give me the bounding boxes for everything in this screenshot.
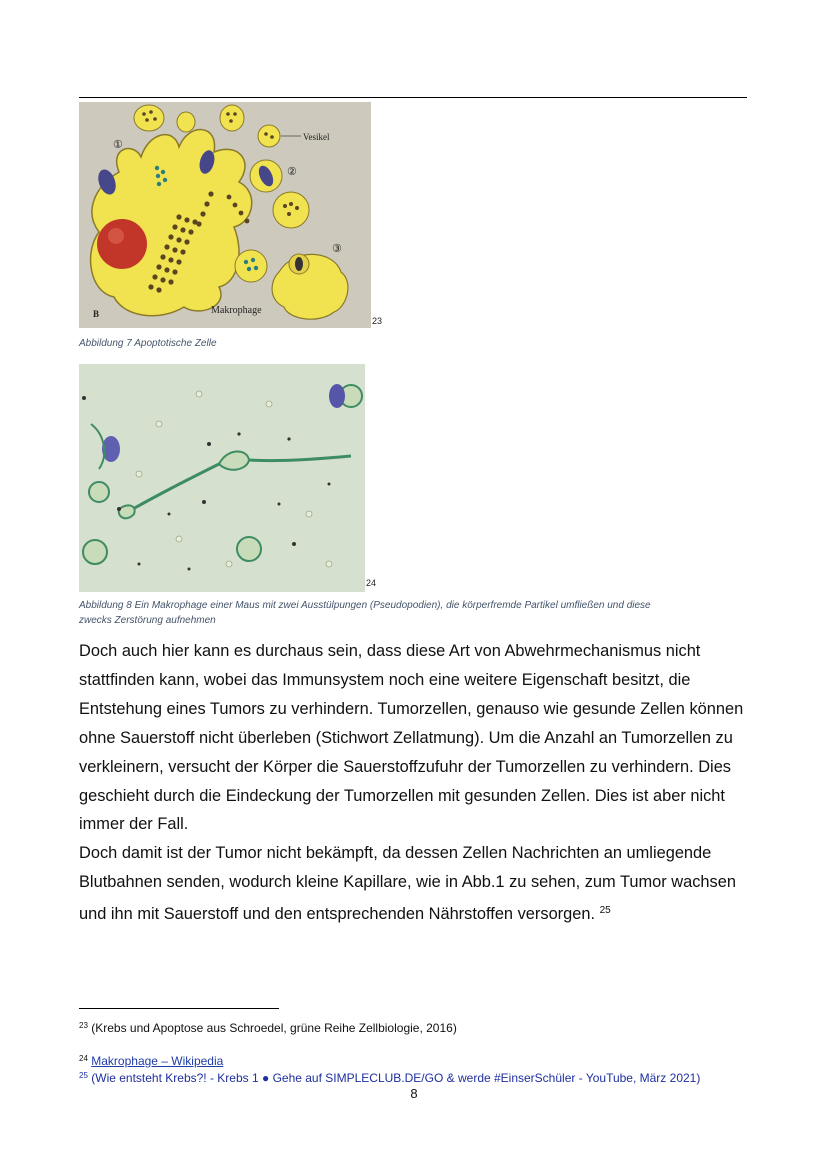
paragraph-1: Doch auch hier kann es durchaus sein, dass diese Art von Abwehrmechanismus nicht stattfinden kann, wobei das Immunsystem noch eine weitere Eigenschaft besitzt, die Entstehung eines Tumors zu verhindern. Tumorzellen, genauso wie gesunde Zellen können ohne Sauerstoff nicht überleben (Stichwort Zellatmung). Um die Anzahl an Tumorzellen zu verkleinern, versucht der Körper die Sauerstoffzufuhr der Tumorzellen zu verhindern. Dies geschieht durch die Eindeckung der Tumorzellen mit gesunden Zellen. Dies ist aber nicht immer der Fall. bbox=[79, 642, 744, 834]
makrophage-label: Makrophage bbox=[211, 305, 262, 316]
footnote-rule bbox=[79, 1008, 279, 1009]
paragraph-2 bbox=[79, 839, 759, 929]
footnote-number: 25 bbox=[79, 1071, 88, 1080]
apoptosis-illustration bbox=[79, 102, 371, 328]
footnote-23 bbox=[79, 1018, 457, 1036]
figure8-caption-line-1: Abbildung 8 Ein Makrophage einer Maus mit zwei Ausstülpungen (Pseudopodien), die körperfremde Partikel umfließen und diese bbox=[79, 600, 651, 611]
figure8-footnote-ref: 24 bbox=[366, 578, 377, 588]
page-number: 8 bbox=[410, 1086, 418, 1101]
figure8-caption-line-2: zwecks Zerstörung aufnehmen bbox=[79, 615, 216, 626]
footnote-number: 24 bbox=[79, 1054, 88, 1063]
step-1-label: ① bbox=[113, 139, 123, 151]
footnote-text[interactable]: (Wie entsteht Krebs?! - Krebs 1 ● Gehe auf SIMPLECLUB.DE/GO & werde #EinserSchüler - YouTube, März 2021) bbox=[91, 1071, 701, 1085]
macrophage-micrograph bbox=[79, 364, 365, 592]
header-rule bbox=[79, 97, 747, 98]
figure7-caption: Abbildung 7 Apoptotische Zelle bbox=[79, 338, 217, 349]
wikipedia-link[interactable]: Makrophage – Wikipedia bbox=[91, 1054, 224, 1068]
figure8-caption bbox=[79, 598, 759, 628]
step-2-label: ② bbox=[287, 166, 297, 178]
body-text bbox=[79, 637, 759, 929]
panel-label: B bbox=[93, 309, 100, 319]
step-3-label: ③ bbox=[332, 243, 342, 255]
vesikel-label: Vesikel bbox=[303, 132, 330, 142]
footnote-number: 23 bbox=[79, 1021, 88, 1030]
paragraph-2-text: Doch damit ist der Tumor nicht bekämpft, da dessen Zellen Nachrichten an umliegende Blutbahnen senden, wodurch kleine Kapillare, wie in Abb.1 zu sehen, zum Tumor wachsen und ihn mit Sauerstoff und den entsprechenden Nährstoffen versorgen. bbox=[79, 844, 736, 924]
footnote-25 bbox=[79, 1068, 700, 1086]
footnote-text: (Krebs und Apoptose aus Schroedel, grüne Reihe Zellbiologie, 2016) bbox=[91, 1021, 457, 1035]
footnote-24 bbox=[79, 1051, 223, 1069]
paragraph-2-footnote-ref[interactable]: 25 bbox=[599, 905, 611, 917]
figure7-footnote-ref: 23 bbox=[372, 316, 383, 326]
